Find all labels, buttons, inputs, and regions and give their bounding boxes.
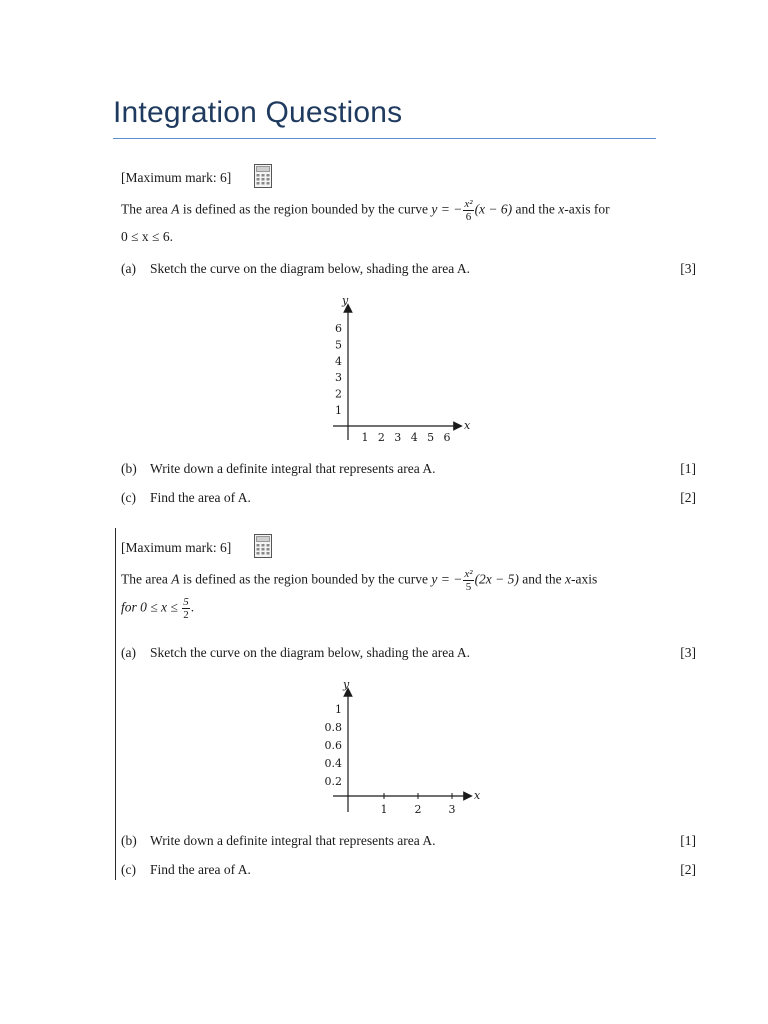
- axes-diagram: [0, 158, 768, 458]
- part-mark: [3]: [680, 645, 696, 660]
- stem-var: A: [171, 571, 180, 587]
- y-tick-label: 2: [335, 387, 342, 401]
- y-tick-label: 3: [335, 371, 342, 385]
- axes-diagram: [0, 528, 768, 828]
- stem-text: The area: [121, 201, 172, 217]
- part-label: (b): [121, 833, 137, 848]
- fraction-numerator: x²: [464, 568, 473, 580]
- max-mark: [Maximum mark: 6]: [121, 170, 232, 185]
- fraction-numerator: 5: [183, 596, 189, 608]
- y-axis-label: y: [343, 678, 350, 691]
- y-tick-label: 4: [335, 354, 342, 368]
- x-tick-label: 1: [361, 431, 369, 444]
- stem-text: The area: [121, 571, 172, 587]
- x-tick-label: 3: [448, 803, 456, 816]
- stem-var: A: [171, 201, 180, 217]
- part-label: (b): [121, 461, 137, 476]
- stem-equation: (2x − 5): [474, 571, 519, 587]
- part-label: (c): [121, 862, 136, 877]
- x-tick-label: 2: [414, 803, 422, 816]
- y-tick-label: 5: [335, 338, 342, 352]
- fraction-denominator: 6: [465, 211, 472, 223]
- stem-text: and the: [512, 201, 559, 217]
- x-tick-label: 2: [377, 431, 385, 444]
- stem-var: x: [565, 571, 572, 587]
- part-mark: [1]: [680, 461, 696, 476]
- x-tick-label: 5: [427, 431, 435, 444]
- question-2: [0, 528, 768, 880]
- x-tick-label: 3: [394, 431, 402, 444]
- part-mark: [1]: [680, 833, 696, 848]
- question-1: [0, 158, 768, 510]
- x-tick-labels: [362, 431, 451, 444]
- stem-var: x: [558, 201, 565, 217]
- x-axis-label: x: [474, 789, 481, 802]
- part-label: (c): [121, 490, 136, 505]
- part-text: Write down a definite integral that represents area A.: [150, 833, 436, 848]
- stem-text: -axis for: [564, 201, 610, 217]
- x-tick-label: 4: [410, 431, 418, 444]
- part-text: Sketch the curve on the diagram below, shading the area A.: [150, 645, 471, 660]
- part-text: Find the area of A.: [150, 862, 251, 877]
- part-label: (a): [121, 645, 136, 660]
- part-text: Sketch the curve on the diagram below, shading the area A.: [150, 261, 471, 276]
- part-text: Write down a definite integral that represents area A.: [150, 461, 436, 476]
- stem-text: is defined as the region bounded by the curve: [179, 201, 432, 217]
- y-axis-label: y: [342, 294, 349, 307]
- x-tick-label: 6: [443, 431, 451, 444]
- part-mark: [2]: [680, 490, 696, 505]
- x-tick-label: 1: [380, 803, 388, 816]
- stem-equation: y = −: [431, 201, 463, 217]
- stem-text: is defined as the region bounded by the curve: [179, 571, 432, 587]
- y-tick-label: 0.2: [324, 775, 342, 788]
- page-title: Integration Questions: [113, 96, 403, 129]
- fraction-denominator: 2: [183, 609, 189, 621]
- y-tick-label: 6: [335, 322, 342, 335]
- y-tick-label: 0.4: [324, 757, 342, 770]
- y-tick-labels: [325, 703, 343, 788]
- stem-domain: 0 ≤ x ≤ 6.: [121, 229, 173, 244]
- stem-equation: y = −: [431, 571, 463, 587]
- part-mark: [2]: [680, 862, 696, 877]
- y-tick-label: 1: [335, 404, 342, 417]
- stem-domain-text: .: [190, 599, 195, 615]
- x-axis-label: x: [464, 419, 471, 432]
- fraction-denominator: 5: [465, 581, 472, 593]
- y-tick-labels: [335, 322, 342, 417]
- part-label: (a): [121, 261, 136, 276]
- y-tick-label: 0.6: [324, 739, 342, 752]
- fraction-numerator: x²: [464, 198, 473, 210]
- part-mark: [3]: [680, 261, 696, 276]
- stem-domain-text: for 0 ≤ x ≤: [121, 599, 182, 615]
- y-tick-label: 1: [335, 703, 342, 716]
- y-tick-label: 0.8: [324, 721, 342, 734]
- max-mark: [Maximum mark: 6]: [121, 540, 232, 555]
- part-text: Find the area of A.: [150, 490, 251, 505]
- stem-text: -axis: [571, 571, 598, 587]
- stem-equation: (x − 6): [474, 201, 513, 217]
- stem-text: and the: [518, 571, 566, 587]
- title-underline: [113, 138, 656, 139]
